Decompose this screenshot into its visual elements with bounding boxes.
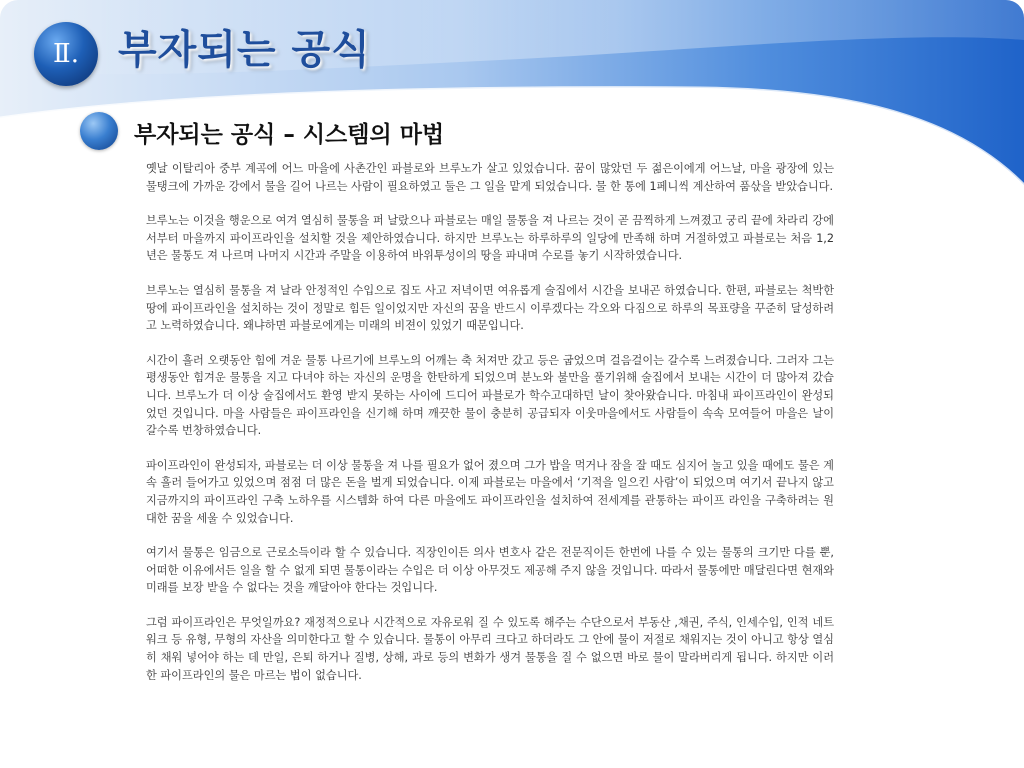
section-subtitle: 부자되는 공식 – 시스템의 마법 (134, 122, 445, 148)
page-title: 부자되는 공식 (118, 27, 371, 73)
paragraph-3: 브루노는 열심히 물통을 져 날라 안정적인 수입으로 집도 사고 저녁이면 여유롭게 술집에서 시간을 보내곤 하였습니다. 한편, 파블로는 척박한 땅에 파이프라인을 설치하는 것이 정말로 힘든 일이었지만 자신의 꿈을 반드시 이루겠다는 각오와 다짐으로 하루의 목표량을 꾸준히 달성하려고 노력하였습니다. 왜냐하면 파블로에게는 미래의 비젼이 있었기 때문입니다. (146, 283, 834, 333)
story-text (146, 160, 834, 701)
paragraph-6: 여기서 물통은 임금으로 근로소득이라 할 수 있습니다. 직장인이든 의사 변호사 같은 전문직이든 한번에 나를 수 있는 물통의 크기만 다를 뿐, 어떠한 이유에서든 일을 할 수 없게 되면 물통이라는 수입은 더 이상 아무것도 제공해 주지 않을 것입니다. 따라서 물통에만 매달린다면 현재와 미래를 보장 받을 수 없다는 것을 깨달아야 한다는 것입니다. (146, 546, 834, 595)
paragraph-7: 그럼 파이프라인은 무엇일까요? 재정적으로나 시간적으로 자유로워 질 수 있도록 해주는 수단으로서 부동산 ,채권, 주식, 인세수입, 인적 네트워크 등 유형, 무형의 자산을 의미한다고 할 수 있습니다. 물통이 아무리 크다고 하더라도 그 안에 물이 저절로 채워지는 것이 아니고 항상 열심히 채워 넣어야 하는 데 만일, 은퇴 하거나 질병, 상해, 과로 등의 변화가 생겨 물통을 질 수 없으면 바로 물이 말라버리게 됩니다. 하지만 이러한 파이프라인의 물은 마르는 법이 없습니다. (146, 615, 834, 682)
bullet-sphere-icon (80, 112, 118, 150)
paragraph-5: 파이프라인이 완성되자, 파블로는 더 이상 물통을 져 나를 필요가 없어 졌으며 그가 밥을 먹거나 잠을 잘 때도 심지어 놀고 있을 때에도 물은 계속 흘러 들어가고 있었으며 점점 더 많은 돈을 벌게 되었습니다. 이제 파블로는 마을에서 ‘기적을 일으킨 사람’이 되었으며 여기서 끝나지 않고 지금까지의 파이프라인 구축 노하우를 시스템화 하여 다른 마을에도 파이프라인을 설치하여 전세계를 관통하는 파이프 라인을 구축하려는 원대한 꿈을 세울 수 있었습니다. (146, 458, 834, 525)
section-number-badge (34, 22, 98, 86)
paragraph-2: 브루노는 이것을 행운으로 여겨 열심히 물통을 퍼 날랐으나 파블로는 매일 물통을 져 나르는 것이 곧 끔찍하게 느껴졌고 궁리 끝에 차라리 강에서부터 마을까지 파이프라인을 설치할 것을 제안하였습니다. 하지만 브루노는 하루하루의 일당에 만족해 하며 거절하였고 파블로는 처음 1,2년은 물통도 져 나르며 나머지 시간과 주말을 이용하여 바위투성이의 땅을 파내며 수로를 놓기 시작하였습니다. (146, 214, 834, 263)
paragraph-1: 옛날 이탈리아 중부 계곡에 어느 마을에 사촌간인 파블로와 브루노가 살고 있었습니다. 꿈이 많았던 두 젊은이에게 어느날, 마을 광장에 있는 물탱크에 가까운 강에서 물을 길어 나르는 사람이 필요하였고 둘은 그 일을 맡게 되었습니다. 물 한 통에 1페니씩 계산하여 품삯을 받았습니다. (146, 162, 834, 193)
paragraph-4: 시간이 흘러 오랫동안 힘에 겨운 물통 나르기에 브루노의 어깨는 축 처져만 갔고 등은 굽었으며 걸음걸이는 갈수록 느려졌습니다. 그러자 그는 평생동안 힘겨운 물통을 지고 다녀야 하는 자신의 운명을 한탄하게 되었으며 분노와 불만을 풀기위해 술집에서 보내는 시간이 더 많아져 갔습니다. 브루노가 더 이상 술집에서도 환영 받지 못하는 사이에 드디어 파블로가 학수고대하던 날이 찾아왔습니다. 마침내 파이프라인이 완성되었던 것입니다. 마을 사람들은 파이프라인을 신기해 하며 깨끗한 물이 충분히 공급되자 이웃마을에서도 사람들이 속속 모여들어 마을은 날이 갈수록 번창하였습니다. (146, 353, 834, 438)
section-number: Ⅱ. (53, 39, 79, 69)
